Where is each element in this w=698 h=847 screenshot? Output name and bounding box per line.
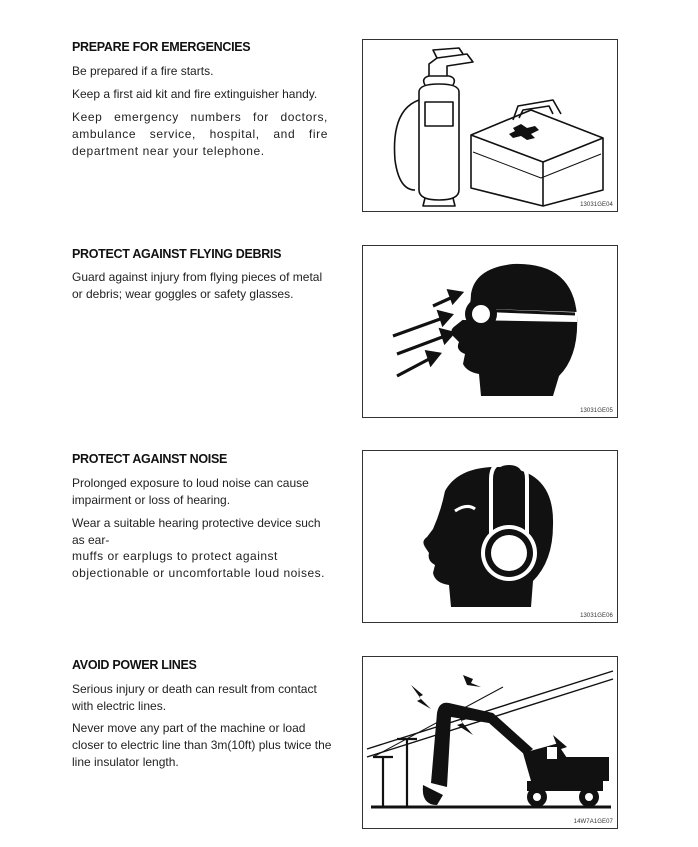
- paragraph: Be prepared if a fire starts.: [72, 64, 214, 78]
- paragraph: Serious injury or death can result from contact with electric lines.: [72, 682, 317, 713]
- figure-code: 13031GE05: [580, 408, 613, 414]
- paragraph: Wear a suitable hearing protective device such as ear-: [72, 516, 321, 547]
- figure-frame: [362, 450, 618, 623]
- figure-code: 13031GE04: [580, 202, 613, 208]
- head-with-goggles-icon: [363, 246, 619, 419]
- figure-code: 13031GE06: [580, 613, 613, 619]
- figure-frame: [362, 39, 618, 212]
- paragraph: Keep a first aid kit and fire extinguisher handy.: [72, 87, 318, 101]
- excavator-near-power-lines-icon: [363, 657, 619, 830]
- paragraph: Guard against injury from flying pieces of metal or debris; wear goggles or safety glasses.: [72, 270, 323, 301]
- section-heading: PROTECT AGAINST NOISE: [72, 452, 228, 466]
- paragraph: Prolonged exposure to loud noise can cause impairment or loss of hearing.: [72, 476, 309, 507]
- section-heading: AVOID POWER LINES: [72, 658, 197, 672]
- figure-frame: [362, 245, 618, 418]
- figure-code: 14W7A1GE07: [573, 819, 613, 825]
- paragraph: Keep emergency numbers for doctors, ambulance service, hospital, and fire department near your telephone.: [72, 110, 328, 158]
- head-with-earmuffs-icon: [363, 451, 619, 624]
- figure-frame: [362, 656, 618, 829]
- section-heading: PROTECT AGAINST FLYING DEBRIS: [72, 247, 282, 261]
- fire-extinguisher-and-first-aid-kit-icon: [363, 40, 619, 213]
- section-heading: PREPARE FOR EMERGENCIES: [72, 40, 251, 54]
- paragraph: muffs or earplugs to protect against objectionable or uncomfortable loud noises.: [72, 549, 325, 580]
- paragraph: Never move any part of the machine or load closer to electric line than 3m(10ft) plus twice the line insulator length.: [72, 721, 332, 769]
